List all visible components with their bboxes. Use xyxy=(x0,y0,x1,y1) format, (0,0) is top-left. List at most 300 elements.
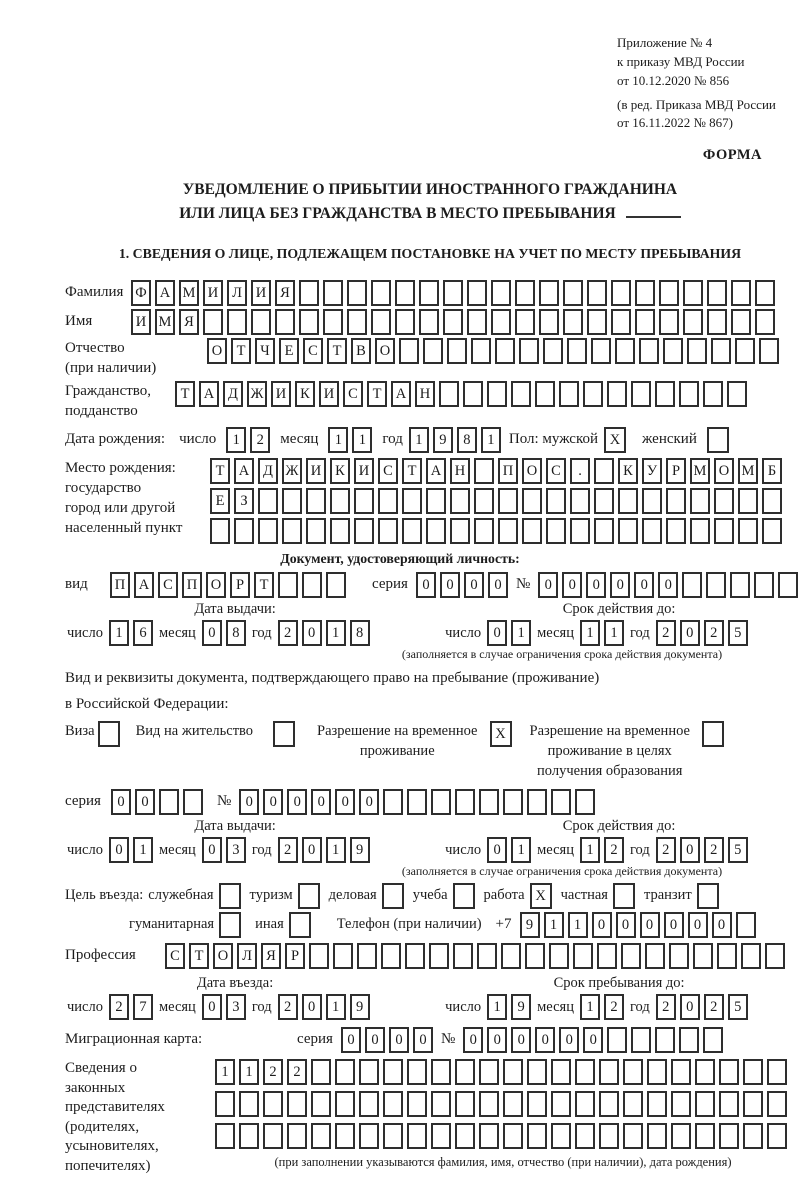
char-box[interactable] xyxy=(474,458,494,484)
char-box[interactable]: 1 xyxy=(604,620,624,646)
char-box[interactable] xyxy=(323,280,343,306)
char-box[interactable]: П xyxy=(110,572,130,598)
residence-permit-checkbox[interactable] xyxy=(273,721,295,747)
char-box[interactable] xyxy=(738,518,758,544)
char-box[interactable]: 1 xyxy=(215,1059,235,1085)
char-box[interactable] xyxy=(371,309,391,335)
char-box[interactable]: 0 xyxy=(511,1027,531,1053)
purpose-work-checkbox[interactable]: X xyxy=(530,883,552,909)
char-box[interactable]: 0 xyxy=(616,912,636,938)
char-box[interactable]: 0 xyxy=(389,1027,409,1053)
char-box[interactable] xyxy=(575,1123,595,1149)
char-box[interactable]: 2 xyxy=(287,1059,307,1085)
char-box[interactable] xyxy=(234,518,254,544)
char-box[interactable] xyxy=(618,488,638,514)
char-box[interactable]: 1 xyxy=(326,994,346,1020)
char-box[interactable]: И xyxy=(131,309,151,335)
char-box[interactable]: А xyxy=(199,381,219,407)
char-box[interactable] xyxy=(535,381,555,407)
char-box[interactable]: 2 xyxy=(109,994,129,1020)
char-box[interactable] xyxy=(647,1123,667,1149)
char-box[interactable] xyxy=(282,488,302,514)
char-box[interactable] xyxy=(635,280,655,306)
char-box[interactable] xyxy=(546,488,566,514)
char-box[interactable] xyxy=(306,518,326,544)
char-box[interactable]: 0 xyxy=(413,1027,433,1053)
char-box[interactable]: 1 xyxy=(326,837,346,863)
char-box[interactable] xyxy=(491,309,511,335)
char-box[interactable] xyxy=(635,309,655,335)
char-box[interactable]: 1 xyxy=(511,837,531,863)
char-box[interactable] xyxy=(755,309,775,335)
char-box[interactable] xyxy=(302,572,322,598)
char-box[interactable] xyxy=(549,943,569,969)
char-box[interactable]: 0 xyxy=(487,1027,507,1053)
char-box[interactable]: Л xyxy=(227,280,247,306)
char-box[interactable] xyxy=(519,338,539,364)
char-box[interactable] xyxy=(443,309,463,335)
char-box[interactable] xyxy=(431,1123,451,1149)
char-box[interactable]: 0 xyxy=(202,837,222,863)
char-box[interactable]: Р xyxy=(230,572,250,598)
char-box[interactable] xyxy=(407,1123,427,1149)
char-box[interactable]: 0 xyxy=(202,620,222,646)
char-box[interactable]: 0 xyxy=(586,572,606,598)
char-box[interactable]: 0 xyxy=(488,572,508,598)
char-box[interactable]: 9 xyxy=(350,994,370,1020)
char-box[interactable]: А xyxy=(155,280,175,306)
char-box[interactable] xyxy=(474,488,494,514)
char-box[interactable] xyxy=(671,1123,691,1149)
char-box[interactable] xyxy=(419,280,439,306)
char-box[interactable] xyxy=(405,943,425,969)
char-box[interactable] xyxy=(623,1123,643,1149)
char-box[interactable]: Н xyxy=(450,458,470,484)
char-box[interactable] xyxy=(455,1059,475,1085)
char-box[interactable]: И xyxy=(251,280,271,306)
char-box[interactable] xyxy=(755,280,775,306)
char-box[interactable] xyxy=(767,1091,787,1117)
char-box[interactable]: 0 xyxy=(712,912,732,938)
char-box[interactable] xyxy=(631,1027,651,1053)
char-box[interactable] xyxy=(210,518,230,544)
char-box[interactable]: Т xyxy=(402,458,422,484)
char-box[interactable]: 7 xyxy=(133,994,153,1020)
char-box[interactable] xyxy=(778,572,798,598)
char-box[interactable]: 0 xyxy=(592,912,612,938)
char-box[interactable] xyxy=(431,1091,451,1117)
char-box[interactable] xyxy=(741,943,761,969)
char-box[interactable] xyxy=(402,488,422,514)
char-box[interactable]: 0 xyxy=(664,912,684,938)
char-box[interactable]: 2 xyxy=(656,837,676,863)
char-box[interactable] xyxy=(479,1091,499,1117)
char-box[interactable] xyxy=(539,309,559,335)
char-box[interactable] xyxy=(599,1123,619,1149)
char-box[interactable]: 0 xyxy=(311,789,331,815)
char-box[interactable] xyxy=(767,1059,787,1085)
char-box[interactable] xyxy=(594,458,614,484)
char-box[interactable]: 0 xyxy=(440,572,460,598)
char-box[interactable]: 0 xyxy=(583,1027,603,1053)
char-box[interactable] xyxy=(426,518,446,544)
char-box[interactable]: Ж xyxy=(247,381,267,407)
char-box[interactable]: Д xyxy=(258,458,278,484)
char-box[interactable]: 3 xyxy=(226,994,246,1020)
char-box[interactable]: 8 xyxy=(226,620,246,646)
char-box[interactable] xyxy=(695,1091,715,1117)
char-box[interactable]: Р xyxy=(285,943,305,969)
char-box[interactable] xyxy=(383,789,403,815)
char-box[interactable]: 6 xyxy=(133,620,153,646)
char-box[interactable]: 0 xyxy=(538,572,558,598)
char-box[interactable]: М xyxy=(690,458,710,484)
char-box[interactable] xyxy=(495,338,515,364)
char-box[interactable] xyxy=(479,1059,499,1085)
char-box[interactable] xyxy=(647,1091,667,1117)
edu-residence-checkbox[interactable] xyxy=(702,721,724,747)
char-box[interactable] xyxy=(330,488,350,514)
sex-female-checkbox[interactable] xyxy=(707,427,729,453)
char-box[interactable] xyxy=(511,381,531,407)
char-box[interactable]: 0 xyxy=(135,789,155,815)
char-box[interactable] xyxy=(693,943,713,969)
char-box[interactable] xyxy=(455,1123,475,1149)
char-box[interactable]: 1 xyxy=(568,912,588,938)
char-box[interactable]: 1 xyxy=(409,427,429,453)
char-box[interactable] xyxy=(450,488,470,514)
char-box[interactable]: Е xyxy=(279,338,299,364)
char-box[interactable]: З xyxy=(234,488,254,514)
char-box[interactable] xyxy=(467,280,487,306)
purpose-transit-checkbox[interactable] xyxy=(697,883,719,909)
char-box[interactable] xyxy=(642,488,662,514)
char-box[interactable] xyxy=(666,518,686,544)
char-box[interactable] xyxy=(263,1123,283,1149)
char-box[interactable] xyxy=(383,1123,403,1149)
char-box[interactable] xyxy=(683,309,703,335)
char-box[interactable] xyxy=(455,789,475,815)
char-box[interactable]: 0 xyxy=(302,994,322,1020)
char-box[interactable]: 9 xyxy=(520,912,540,938)
char-box[interactable]: 1 xyxy=(109,620,129,646)
char-box[interactable] xyxy=(730,572,750,598)
char-box[interactable]: 0 xyxy=(202,994,222,1020)
purpose-humanitarian-checkbox[interactable] xyxy=(219,912,241,938)
char-box[interactable]: О xyxy=(206,572,226,598)
char-box[interactable] xyxy=(487,381,507,407)
char-box[interactable] xyxy=(618,518,638,544)
char-box[interactable] xyxy=(703,1027,723,1053)
char-box[interactable] xyxy=(359,1123,379,1149)
char-box[interactable] xyxy=(695,1123,715,1149)
char-box[interactable]: 0 xyxy=(287,789,307,815)
char-box[interactable] xyxy=(383,1091,403,1117)
char-box[interactable]: 0 xyxy=(463,1027,483,1053)
char-box[interactable]: И xyxy=(306,458,326,484)
char-box[interactable] xyxy=(679,381,699,407)
char-box[interactable]: Я xyxy=(179,309,199,335)
char-box[interactable] xyxy=(563,280,583,306)
char-box[interactable]: О xyxy=(522,458,542,484)
char-box[interactable] xyxy=(503,789,523,815)
char-box[interactable]: М xyxy=(179,280,199,306)
purpose-other-checkbox[interactable] xyxy=(289,912,311,938)
char-box[interactable] xyxy=(251,309,271,335)
char-box[interactable]: С xyxy=(546,458,566,484)
char-box[interactable] xyxy=(539,280,559,306)
char-box[interactable] xyxy=(357,943,377,969)
char-box[interactable] xyxy=(359,1091,379,1117)
char-box[interactable]: А xyxy=(234,458,254,484)
char-box[interactable]: А xyxy=(134,572,154,598)
char-box[interactable]: 0 xyxy=(416,572,436,598)
char-box[interactable] xyxy=(527,1123,547,1149)
char-box[interactable] xyxy=(527,1091,547,1117)
char-box[interactable]: О xyxy=(375,338,395,364)
char-box[interactable] xyxy=(455,1091,475,1117)
char-box[interactable] xyxy=(611,309,631,335)
char-box[interactable] xyxy=(690,488,710,514)
char-box[interactable] xyxy=(623,1059,643,1085)
purpose-business-checkbox[interactable] xyxy=(219,883,241,909)
char-box[interactable] xyxy=(599,1091,619,1117)
char-box[interactable] xyxy=(395,280,415,306)
char-box[interactable] xyxy=(287,1091,307,1117)
char-box[interactable] xyxy=(183,789,203,815)
char-box[interactable] xyxy=(215,1091,235,1117)
char-box[interactable]: 0 xyxy=(464,572,484,598)
char-box[interactable] xyxy=(479,789,499,815)
char-box[interactable] xyxy=(453,943,473,969)
char-box[interactable] xyxy=(735,338,755,364)
char-box[interactable] xyxy=(563,309,583,335)
char-box[interactable] xyxy=(762,488,782,514)
char-box[interactable] xyxy=(463,381,483,407)
char-box[interactable] xyxy=(258,488,278,514)
char-box[interactable] xyxy=(335,1091,355,1117)
char-box[interactable]: 0 xyxy=(302,837,322,863)
char-box[interactable] xyxy=(354,518,374,544)
char-box[interactable]: 0 xyxy=(680,994,700,1020)
char-box[interactable]: Н xyxy=(415,381,435,407)
char-box[interactable]: 2 xyxy=(704,620,724,646)
char-box[interactable] xyxy=(543,338,563,364)
char-box[interactable]: 1 xyxy=(580,620,600,646)
char-box[interactable] xyxy=(498,518,518,544)
char-box[interactable]: 0 xyxy=(302,620,322,646)
char-box[interactable] xyxy=(659,309,679,335)
char-box[interactable] xyxy=(335,1059,355,1085)
char-box[interactable] xyxy=(591,338,611,364)
char-box[interactable] xyxy=(371,280,391,306)
char-box[interactable]: Д xyxy=(223,381,243,407)
char-box[interactable]: Т xyxy=(189,943,209,969)
char-box[interactable] xyxy=(738,488,758,514)
char-box[interactable] xyxy=(690,518,710,544)
char-box[interactable]: Б xyxy=(762,458,782,484)
char-box[interactable]: 8 xyxy=(350,620,370,646)
char-box[interactable]: 0 xyxy=(610,572,630,598)
char-box[interactable]: 8 xyxy=(457,427,477,453)
char-box[interactable] xyxy=(587,280,607,306)
char-box[interactable]: К xyxy=(295,381,315,407)
char-box[interactable]: 0 xyxy=(680,620,700,646)
char-box[interactable] xyxy=(515,309,535,335)
char-box[interactable] xyxy=(263,1091,283,1117)
char-box[interactable] xyxy=(287,1123,307,1149)
char-box[interactable] xyxy=(607,1027,627,1053)
char-box[interactable]: 0 xyxy=(359,789,379,815)
char-box[interactable]: 2 xyxy=(250,427,270,453)
char-box[interactable]: 5 xyxy=(728,620,748,646)
char-box[interactable] xyxy=(551,1059,571,1085)
char-box[interactable]: А xyxy=(391,381,411,407)
char-box[interactable]: О xyxy=(207,338,227,364)
char-box[interactable] xyxy=(743,1091,763,1117)
char-box[interactable]: И xyxy=(319,381,339,407)
char-box[interactable]: Р xyxy=(666,458,686,484)
char-box[interactable]: 0 xyxy=(111,789,131,815)
char-box[interactable] xyxy=(767,1123,787,1149)
char-box[interactable] xyxy=(719,1059,739,1085)
char-box[interactable] xyxy=(439,381,459,407)
char-box[interactable] xyxy=(695,1059,715,1085)
char-box[interactable]: П xyxy=(498,458,518,484)
char-box[interactable] xyxy=(719,1123,739,1149)
char-box[interactable] xyxy=(687,338,707,364)
char-box[interactable] xyxy=(607,381,627,407)
char-box[interactable]: 1 xyxy=(133,837,153,863)
char-box[interactable]: С xyxy=(343,381,363,407)
char-box[interactable]: 9 xyxy=(511,994,531,1020)
char-box[interactable]: К xyxy=(330,458,350,484)
char-box[interactable] xyxy=(227,309,247,335)
char-box[interactable] xyxy=(203,309,223,335)
char-box[interactable]: 1 xyxy=(481,427,501,453)
char-box[interactable] xyxy=(707,309,727,335)
char-box[interactable]: И xyxy=(271,381,291,407)
char-box[interactable] xyxy=(347,280,367,306)
char-box[interactable]: 0 xyxy=(239,789,259,815)
char-box[interactable]: 5 xyxy=(728,994,748,1020)
char-box[interactable] xyxy=(347,309,367,335)
char-box[interactable] xyxy=(575,1091,595,1117)
char-box[interactable] xyxy=(611,280,631,306)
char-box[interactable]: У xyxy=(642,458,662,484)
char-box[interactable]: 1 xyxy=(580,994,600,1020)
char-box[interactable] xyxy=(431,1059,451,1085)
char-box[interactable] xyxy=(731,309,751,335)
char-box[interactable] xyxy=(515,280,535,306)
char-box[interactable]: 2 xyxy=(704,994,724,1020)
char-box[interactable] xyxy=(663,338,683,364)
char-box[interactable] xyxy=(299,280,319,306)
char-box[interactable]: 0 xyxy=(487,620,507,646)
char-box[interactable]: М xyxy=(738,458,758,484)
char-box[interactable]: 2 xyxy=(263,1059,283,1085)
char-box[interactable] xyxy=(419,309,439,335)
char-box[interactable] xyxy=(754,572,774,598)
char-box[interactable] xyxy=(639,338,659,364)
char-box[interactable]: 1 xyxy=(511,620,531,646)
char-box[interactable] xyxy=(573,943,593,969)
char-box[interactable] xyxy=(647,1059,667,1085)
char-box[interactable] xyxy=(299,309,319,335)
char-box[interactable] xyxy=(736,912,756,938)
char-box[interactable]: . xyxy=(570,458,590,484)
char-box[interactable] xyxy=(447,338,467,364)
char-box[interactable] xyxy=(522,518,542,544)
char-box[interactable]: К xyxy=(618,458,638,484)
char-box[interactable] xyxy=(671,1059,691,1085)
char-box[interactable] xyxy=(333,943,353,969)
char-box[interactable]: 3 xyxy=(226,837,246,863)
char-box[interactable] xyxy=(359,1059,379,1085)
char-box[interactable] xyxy=(450,518,470,544)
char-box[interactable]: 0 xyxy=(535,1027,555,1053)
char-box[interactable] xyxy=(498,488,518,514)
char-box[interactable] xyxy=(335,1123,355,1149)
char-box[interactable]: 0 xyxy=(263,789,283,815)
char-box[interactable] xyxy=(762,518,782,544)
char-box[interactable]: 0 xyxy=(487,837,507,863)
char-box[interactable]: Я xyxy=(261,943,281,969)
char-box[interactable] xyxy=(642,518,662,544)
char-box[interactable]: 1 xyxy=(352,427,372,453)
char-box[interactable]: П xyxy=(182,572,202,598)
char-box[interactable] xyxy=(258,518,278,544)
char-box[interactable] xyxy=(546,518,566,544)
char-box[interactable]: Ж xyxy=(282,458,302,484)
char-box[interactable]: О xyxy=(213,943,233,969)
char-box[interactable] xyxy=(714,518,734,544)
char-box[interactable] xyxy=(631,381,651,407)
char-box[interactable] xyxy=(275,309,295,335)
char-box[interactable]: 9 xyxy=(350,837,370,863)
char-box[interactable] xyxy=(743,1123,763,1149)
char-box[interactable] xyxy=(759,338,779,364)
char-box[interactable]: 0 xyxy=(640,912,660,938)
char-box[interactable] xyxy=(587,309,607,335)
char-box[interactable] xyxy=(765,943,785,969)
char-box[interactable] xyxy=(655,1027,675,1053)
char-box[interactable] xyxy=(311,1123,331,1149)
char-box[interactable] xyxy=(525,943,545,969)
char-box[interactable]: С xyxy=(165,943,185,969)
char-box[interactable] xyxy=(666,488,686,514)
char-box[interactable]: 9 xyxy=(433,427,453,453)
char-box[interactable]: 1 xyxy=(328,427,348,453)
char-box[interactable] xyxy=(659,280,679,306)
purpose-commercial-checkbox[interactable] xyxy=(382,883,404,909)
char-box[interactable]: 0 xyxy=(680,837,700,863)
char-box[interactable] xyxy=(551,789,571,815)
char-box[interactable]: Т xyxy=(367,381,387,407)
char-box[interactable]: 1 xyxy=(487,994,507,1020)
char-box[interactable]: В xyxy=(351,338,371,364)
char-box[interactable]: 0 xyxy=(562,572,582,598)
char-box[interactable]: 0 xyxy=(658,572,678,598)
char-box[interactable]: 1 xyxy=(544,912,564,938)
char-box[interactable] xyxy=(282,518,302,544)
char-box[interactable] xyxy=(311,1059,331,1085)
char-box[interactable] xyxy=(594,488,614,514)
char-box[interactable]: Л xyxy=(237,943,257,969)
char-box[interactable] xyxy=(383,1059,403,1085)
char-box[interactable] xyxy=(239,1091,259,1117)
char-box[interactable]: И xyxy=(354,458,374,484)
